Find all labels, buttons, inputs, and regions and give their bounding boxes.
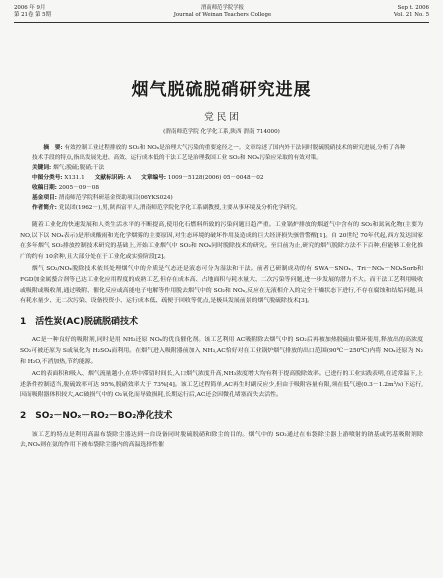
fund (32, 193, 411, 203)
fund-text: 渭南师范学院科研基金资助项目(06YKS024) (58, 195, 173, 201)
journal-name-cn: 渭南师范学院学报 (200, 5, 245, 11)
article-no (141, 173, 263, 183)
header-date-en: Sep t. 2006 (397, 5, 429, 11)
classification-row (32, 173, 411, 183)
article-no-value: 1009－5128(2006) 05－0048－02 (167, 175, 264, 181)
header-left (14, 5, 51, 19)
article-metadata (14, 143, 429, 213)
keywords-label: 关键词: (32, 165, 52, 171)
intro-paragraph: 烟气 SO₂/NOₓ脱除技术依其处理烟气中的介质是气态还是液态可分为湿法和干法。前者已研制成功的有 SWA－SNOₓ、Tri－NOₓ－NOₓSorb和 FGD加金属螯合剂等已达工业化应用程度的成熟工艺,但存在成本高、占地面积与耗水量大、二次污染等问题,进一步发展的潜力不大。而干法工艺利用吸收或吸附或吸收剂,通过吸附、催化反应或高能电子电解等作用脱去烟气中的 SO₂和 NOₓ,反应在无液相介入的完全干燥状态下进行,不存在腐蚀和结垢问题,具有耗水量少、无二次污染、设备投资小、运行成本低、疏便于回收等优点,是极具发展前景的烟气脱硫除技术[3]。 (20, 266, 423, 305)
section-paragraph: 该工艺的特点是利用高温布袋除尘器达到一台设备同时脱硫脱硝和除尘的目的。烟气中的 SO₂通过在布袋除尘器上游喷射的钠基或钙基吸附剂除去,NOₓ则在氨的作用下被布袋除尘器内的高温选择性催 (20, 431, 423, 449)
bio-text: 党民团(1962－),男,陕西富平人,渭南师范学院化学化工系副教授,主要从事环境及分析化学研究。 (58, 205, 301, 211)
author-affiliation: (渭南师范学院 化学化工系,陕西 渭南 714000) (163, 129, 280, 135)
keywords-text: 烟气;脱硫;脱硝;干法 (52, 165, 105, 171)
section-paragraph: AC是一种良好的吸附剂,同时是用 NH₃还原 NOₓ的优良催化剂。该工艺利用 AC吸附除去烟气中的 SO₂后再被加热脱硫由循环使用,释放出的高浓度 SO₂可被还原为 S或氧化为 H₂SO₄而利用。在烟气进入吸附器前加入 NH₃,AC恰好对在工业锅炉烟气排放的出口范围(90℃－250℃)内将 NOₓ还原为 N₂和 H₂O,不消加热,节约能源。 (20, 337, 423, 365)
clc-value: X131.1 (64, 175, 85, 181)
received-label: 收稿日期: (32, 185, 57, 191)
section-heading: 2 SO₂－NOₓ－RO₂－BO₂净化技术 (20, 410, 173, 421)
running-header (14, 0, 429, 19)
abstract (32, 143, 411, 163)
section-heading: 1 活性炭(AC)脱硫脱硝技术 (20, 316, 139, 327)
journal-name-en: Journal of Weinan Teachers College (173, 12, 272, 18)
header-volume-en: Vol. 21 No. 5 (393, 12, 429, 18)
doc-code-label: 文献标识码: (94, 175, 126, 181)
doc-code-value: A (127, 175, 132, 181)
abstract-text: 有效控制工业过程排放的 SO₂和 NOₓ是治理大气污染的重要途径之一。文章综述了国内外干法同时脱硫脱硝技术的研究进展,分析了各种技术手段的特点,指出发展先进、高效、运行成本低的干法工艺是治理我国工业 SO₂和 NOₓ污染应采取的有效对策。 (32, 145, 406, 161)
section-paragraph: AC的表面积和吸入、烟气流量越小,在塔中滞留时间长,入口烟气浓度升高,NH₃浓度增大均有利于提高脱除效率。已进行的工业实践表明,在近常温下,上述条件控制适当,脱硫效率可达 95%,脱硝效率大于 73%[4]。该工艺过程简单,AC再生时副反应少,但由于吸附容量有限,须在低气速(0.3－1.2m³/s)下运行,因而吸附器体积较大,AC破损气中的 O₂氧化而导致损耗,长期运行后,AC还会因微孔堵塞而失去活性。 (20, 371, 423, 399)
header-volume: 第 21卷 第 5期 (14, 12, 51, 18)
keywords (32, 163, 411, 173)
header-right (394, 5, 429, 19)
article-no-label: 文章编号: (141, 175, 167, 181)
header-divider (14, 22, 429, 23)
clc-label: 中图分类号: (32, 175, 63, 181)
abstract-label: 摘 要: (43, 145, 63, 151)
paper-title: 烟气脱硫脱硝研究进展 (131, 80, 312, 100)
intro-paragraph: 随着工业化的快速发展和人类生活水平的不断提高,使用化石燃料所致的污染问题日趋严重。工业锅炉排放的烟道气中含有的 SO₂和氮氧化物(主要为 NO,以下以 NOₓ表示)是形成酸雨和光化学烟雾的主要原因,对生态环境的破坏作用及造成的巨大经济损失骇曾警醒[1]。自 20世纪 70年代起,西方发达国家在多年烟气 SO₂排放控制技术研究的基础上,开始工业烟气中 SO₂和 NOₓ同时脱除技术的研究。至目前为止,研究的烟气脱除方法不下百种,但能够工业化推广的约有 10余种,且大部分处在于工业化或实验阶段[2]。 (20, 222, 423, 260)
paper-body (14, 220, 429, 451)
paper-author: 党 民 团 (204, 112, 239, 123)
header-date: 2006 年 9月 (14, 5, 46, 11)
author-bio (32, 203, 411, 213)
received (32, 183, 411, 193)
fund-label: 基金项目: (32, 195, 57, 201)
received-date: 2005－09－08 (58, 185, 99, 191)
doc-code (95, 173, 131, 183)
bio-label: 作者简介: (32, 205, 57, 211)
clc (32, 173, 85, 183)
header-center (51, 5, 394, 19)
